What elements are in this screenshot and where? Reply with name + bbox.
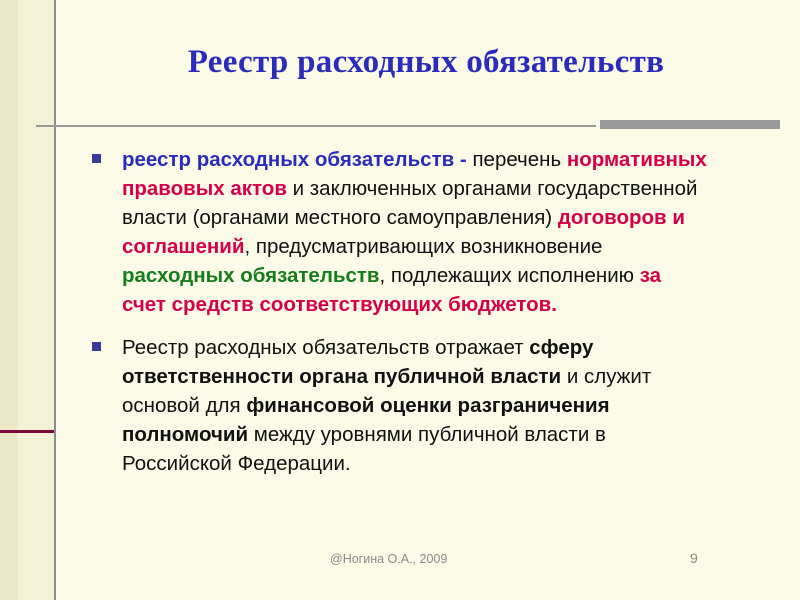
- text-run: финансовой оценки разграничения полномочий: [122, 394, 610, 446]
- square-bullet-icon: [92, 154, 101, 163]
- bullet-text-1: [122, 145, 708, 319]
- list-item: [88, 145, 708, 319]
- text-run: сферу ответственности органа публичной власти: [122, 336, 594, 388]
- text-run: нормативных правовых актов: [122, 148, 707, 200]
- text-run: между уровнями публичной власти в Российской Федерации.: [122, 423, 606, 475]
- footer-page-number: 9: [690, 550, 698, 566]
- left-decorative-band-outer: [0, 0, 18, 600]
- square-bullet-icon: [92, 342, 101, 351]
- text-run: расходных обязательств: [122, 264, 380, 287]
- text-run: Реестр расходных обязательств отражает: [122, 336, 530, 359]
- title-divider-thin: [36, 125, 596, 127]
- footer-author: @Ногина О.А., 2009: [330, 552, 448, 566]
- text-run: реестр расходных обязательств -: [122, 148, 473, 171]
- left-vertical-rule: [54, 0, 56, 600]
- left-decorative-band-inner: [18, 0, 54, 600]
- text-run: за счет средств соответствующих бюджетов.: [122, 264, 662, 316]
- page-title: Реестр расходных обязательств: [187, 44, 665, 80]
- text-run: перечень: [472, 148, 567, 171]
- text-run: и служит основой для: [122, 365, 652, 417]
- bullet-text-2: [122, 333, 708, 478]
- text-run: договоров и соглашений: [122, 206, 685, 258]
- slide-content: [88, 145, 708, 492]
- text-run: , подлежащих исполнению: [379, 264, 640, 287]
- left-accent-mark: [0, 430, 54, 433]
- title-divider-thick: [600, 120, 780, 129]
- text-run: , предусматривающих возникновение: [244, 235, 603, 258]
- text-run: и заключенных органами государственной власти (органами местного самоуправления): [122, 177, 698, 229]
- list-item: [88, 333, 708, 478]
